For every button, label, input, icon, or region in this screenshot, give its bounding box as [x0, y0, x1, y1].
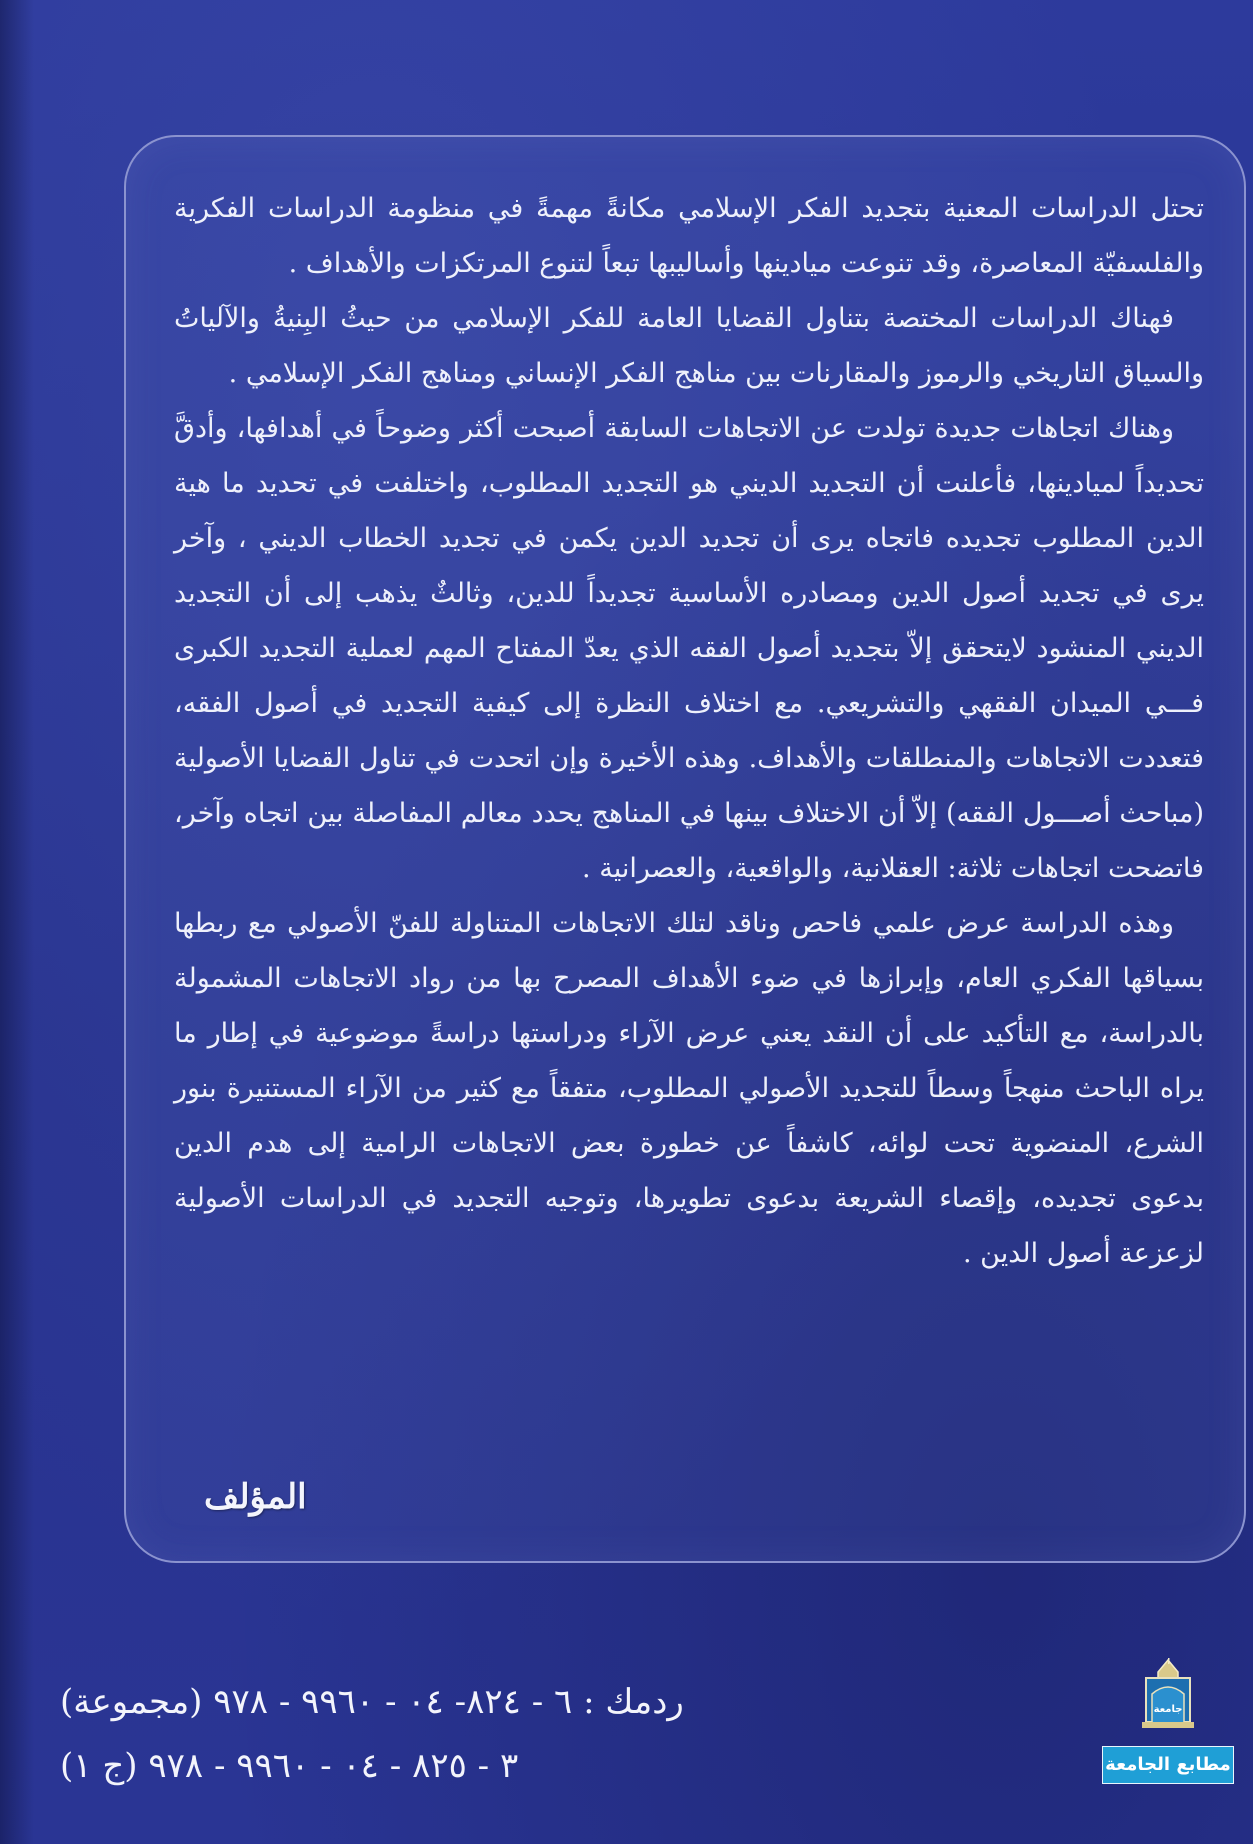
isbn-block — [60, 1670, 820, 1798]
description-paragraph-3: وهناك اتجاهات جديدة تولدت عن الاتجاهات السابقة أصبحت أكثر وضوحاً في أهدافها، وأدقَّ تحديداً لميادينها، فأعلنت أن التجديد الديني هو التجديد المطلوب، واختلفت في تحديد ما هية الدين المطلوب تجديده فاتجاه يرى أن تجديد الدين يكمن في تجديد الخطاب الديني ، وآخر يرى في تجديد أصول الدين ومصادره الأساسية تجديداً للدين، وثالثٌ يذهب إلى أن التجديد الديني المنشود لايتحقق إلاّ بتجديد أصول الفقه الذي يعدّ المفتاح المهم لعملية التجديد الكبرى فـــي الميدان الفقهي والتشريعي. مع اختلاف النظرة إلى كيفية التجديد في أصول الفقه، فتعددت الاتجاهات والمنطلقات والأهداف. وهذه الأخيرة وإن اتحدت في تناول القضايا الأصولية (مباحث أصـــول الفقه) إلاّ أن الاختلاف بينها في المناهج يحدد معالم المفاصلة بين اتجاه وآخر، فاتضحت اتجاهات ثلاثة: العقلانية، والواقعية، والعصرانية . — [174, 413, 1204, 884]
publisher-logo — [1102, 1658, 1232, 1788]
description-paragraph-2: فهناك الدراسات المختصة بتناول القضايا العامة للفكر الإسلامي من حيثُ البِنيةُ والآلياتُ والسياق التاريخي والرموز والمقارنات بين مناهج الفكر الإنساني ومناهج الفكر الإسلامي . — [174, 303, 1204, 389]
emblem-text: جامعة — [1153, 1704, 1183, 1715]
publisher-label: مطابع الجامعة — [1102, 1746, 1234, 1784]
author-signature: المؤلف — [204, 1477, 307, 1517]
isbn-volume-line: ٣ - ٨٢٥ - ٠٤ - ٩٩٦٠ - ٩٧٨ (ج ١) — [60, 1746, 519, 1786]
description-panel — [124, 135, 1246, 1563]
description-text — [174, 181, 1204, 1281]
university-emblem-icon — [1138, 1658, 1198, 1730]
description-paragraph-1: تحتل الدراسات المعنية بتجديد الفكر الإسلامي مكانةً مهمةً في منظومة الدراسات الفكرية والفلسفيّة المعاصرة، وقد تنوعت ميادينها وأساليبها تبعاً لتنوع المرتكزات والأهداف . — [174, 193, 1204, 279]
description-paragraph-4: وهذه الدراسة عرض علمي فاحص وناقد لتلك الاتجاهات المتناولة للفنّ الأصولي مع ربطها بسياقها الفكري العام، وإبرازها في ضوء الأهداف المصرح بها من رواد الاتجاهات المشمولة بالدراسة، مع التأكيد على أن النقد يعني عرض الآراء ودراستها دراسةً موضوعية في إطار ما يراه الباحث منهجاً وسطاً للتجديد الأصولي المطلوب، متفقاً مع كثير من الآراء المستنيرة بنور الشرع، المنضوية تحت لوائه، كاشفاً عن خطورة بعض الاتجاهات الرامية إلى هدم الدين بدعوى تجديده، وإقصاء الشريعة بدعوى تطويرها، وتوجيه التجديد في الدراسات الأصولية لزعزعة أصول الدين . — [174, 908, 1204, 1269]
spine-edge — [0, 0, 34, 1844]
isbn-set-line: ردمك : ٦ - ٨٢٤- ٠٤ - ٩٩٦٠ - ٩٧٨ (مجموعة) — [60, 1682, 684, 1722]
